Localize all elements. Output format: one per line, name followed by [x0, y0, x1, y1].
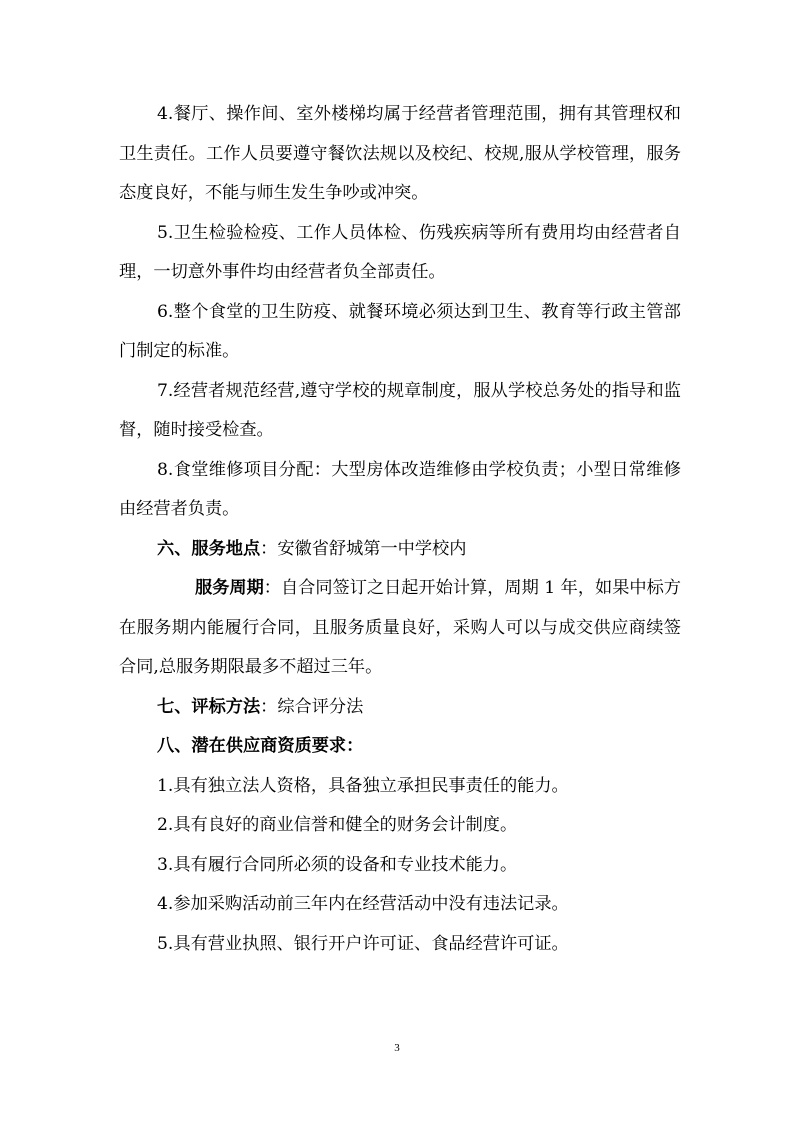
paragraph-line: 应商续签合同,总服务期限最多不超过三年。 [119, 617, 681, 677]
paragraph-line: 管理，服务态度良好，不能与师生发生争吵或冲突。 [119, 143, 681, 203]
section-7-evaluation-method [119, 688, 681, 728]
paragraph-item-8 [119, 451, 681, 530]
paragraph-line: 者自理，一切意外事件均由经营者负全部责任。 [119, 222, 681, 282]
section-8-supplier-qualifications [119, 727, 681, 767]
paragraph-line: 维修由经营者负责。 [119, 459, 681, 519]
paragraph-line: 7.经营者规范经营,遵守学校的规章制度，服从学校总务处的指 [157, 380, 630, 401]
section-heading: 七、评标方法 [157, 696, 261, 717]
paragraph-line: 导和监督，随时接受检查。 [119, 380, 681, 440]
paragraph-item-6 [119, 293, 681, 372]
paragraph-line: 权和卫生责任。工作人员要遵守餐饮法规以及校纪、校规,服从学校 [119, 104, 681, 164]
paragraph-item-7 [119, 372, 681, 451]
service-period-paragraph [119, 569, 681, 688]
paragraph-line: 管部门制定的标准。 [119, 301, 681, 361]
paragraph-line: 5.卫生检验检疫、工作人员体检、伤残疾病等所有费用均由经营 [157, 222, 647, 243]
service-period-heading: 服务周期 [195, 578, 264, 598]
paragraph-line: 4.餐厅、操作间、室外楼梯均属于经营者管理范围，拥有其管理 [157, 104, 647, 124]
section-text: ：综合评分法 [260, 696, 364, 717]
paragraph-item-5 [119, 214, 681, 293]
requirement-item: 1.具有独立法人资格，具备独立承担民事责任的能力。 [157, 775, 569, 796]
paragraph-line: 8.食堂维修项目分配：大型房体改造维修由学校负责；小型日常 [157, 459, 647, 480]
requirement-item: 4.参加采购活动前三年内在经营活动中没有违法记录。 [157, 894, 569, 914]
paragraph-line: 标方在服务期内能履行合同，且服务质量良好，采购人可以与成交供 [119, 578, 681, 638]
paragraph-line: 6.整个食堂的卫生防疫、就餐环境必须达到卫生、教育等行政主 [157, 301, 647, 322]
paragraph-item-4 [119, 95, 681, 214]
section-text: ：安徽省舒城第一中学校内 [260, 538, 467, 559]
requirement-item: 3.具有履行合同所必须的设备和专业技术能力。 [157, 854, 518, 875]
section-heading: 六、服务地点 [157, 538, 261, 559]
paragraph-line: ：自合同签订之日起开始计算，周期 1 年，如果中 [263, 578, 647, 598]
section-heading: 八、潜在供应商资质要求： [157, 736, 364, 756]
document-body [119, 95, 681, 964]
section-6-service-location [119, 530, 681, 570]
requirement-item: 5.具有营业执照、银行开户许可证、食品经营许可证。 [157, 933, 569, 954]
page-number: 3 [394, 1042, 400, 1054]
requirement-item: 2.具有良好的商业信誉和健全的财务会计制度。 [157, 815, 518, 835]
